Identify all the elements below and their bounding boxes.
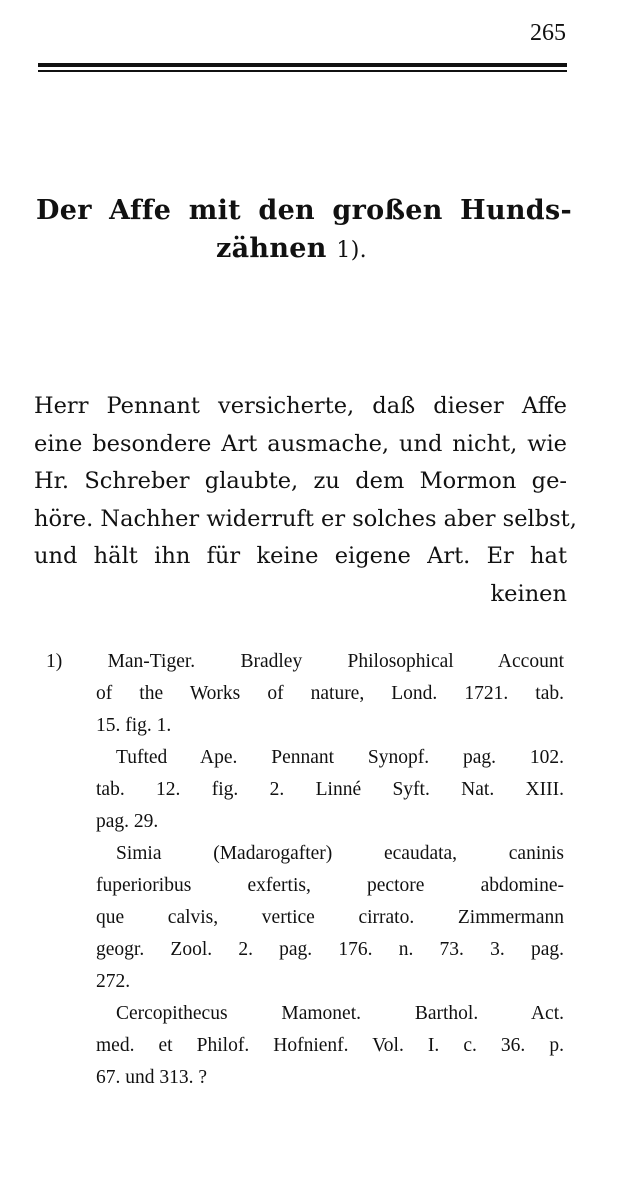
- title-word: zähnen: [216, 233, 327, 264]
- header-rule-thin: [38, 70, 567, 72]
- footnote-line: 272.: [96, 971, 131, 992]
- footnote-line: of the Works of nature, Lond. 1721. tab.: [96, 683, 564, 704]
- footnote-line: pag. 29.: [96, 811, 159, 832]
- page-number: 265: [530, 20, 566, 46]
- footnote-line: que calvis, vertice cirrato. Zimmermann: [96, 907, 564, 928]
- title-line-1: Der Affe mit den großen Hunds-: [36, 195, 572, 226]
- footnote-marker: 1).: [336, 238, 367, 263]
- footnote-line: tab. 12. fig. 2. Linné Syft. Nat. XIII.: [96, 779, 564, 800]
- footnote-line: geogr. Zool. 2. pag. 176. n. 73. 3. pag.: [96, 939, 564, 960]
- chapter-title: [36, 192, 572, 270]
- footnote-line: Simia (Madarogafter) ecaudata, caninis: [116, 843, 564, 864]
- footnote-line: 15. fig. 1.: [96, 715, 172, 736]
- catchword: keinen: [490, 580, 567, 607]
- body-paragraph: [34, 388, 577, 613]
- title-line-2: [36, 230, 572, 270]
- footnote-line: fuperioribus exfertis, pectore abdomine-: [96, 875, 564, 896]
- footnote-line: Cercopithecus Mamonet. Barthol. Act.: [116, 1003, 564, 1024]
- body-line: eine besondere Art ausmache, und nicht, wie: [34, 430, 567, 457]
- footnote-line: med. et Philof. Hofnienf. Vol. I. c. 36. p.: [96, 1035, 564, 1056]
- footnote-line: Tufted Ape. Pennant Synopf. pag. 102.: [116, 747, 564, 768]
- footnote-line: 67. und 313. ?: [96, 1067, 208, 1088]
- body-line: höre. Nachher widerruft er solches aber selbst,: [34, 505, 577, 532]
- body-line: Herr Pennant versicherte, daß dieser Affe: [34, 393, 567, 419]
- footnote-line: 1) Man-Tiger. Bradley Philosophical Account: [46, 651, 564, 672]
- body-line: und hält ihn für keine eigene Art. Er hat: [34, 543, 567, 569]
- header-rule-thick: [38, 63, 567, 67]
- body-line: Hr. Schreber glaubte, zu dem Mormon ge-: [34, 468, 567, 494]
- footnotes: [46, 646, 564, 1094]
